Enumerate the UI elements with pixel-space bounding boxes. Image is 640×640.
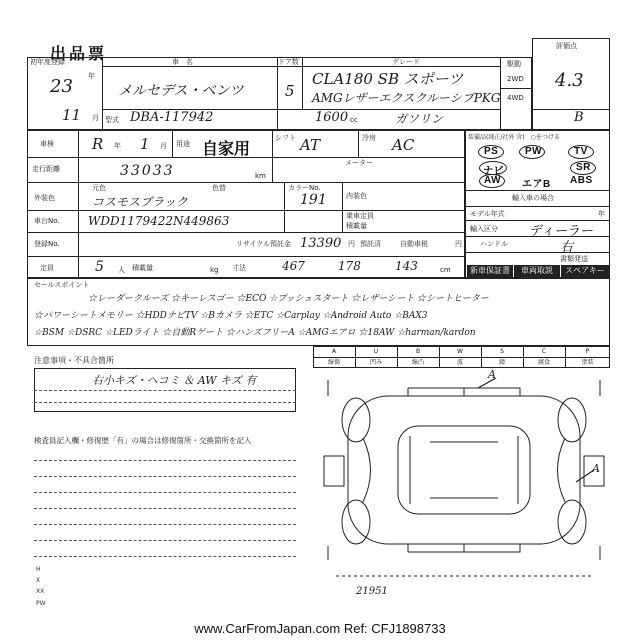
grade-line2: AMGレザーエクスクルーシブPKG [312, 91, 501, 105]
equip-aw: AW [484, 175, 502, 186]
chassis-label: 車台No. [34, 217, 60, 225]
doors-label: ドア数 [278, 58, 299, 66]
damage-mark-side: A [592, 462, 600, 475]
load-label: 積載量 [132, 264, 153, 272]
handle-value: 右 [560, 240, 574, 255]
recycle-label: リサイクル預託金 [236, 240, 292, 248]
seats-value: 5 [95, 259, 104, 275]
size-label: 寸法 [232, 264, 246, 272]
displacement-unit: cc [350, 116, 358, 124]
inspector-label: 検査員記入欄・修復歴「有」の場合は修復箇所・交換箇所を記入 [34, 436, 252, 445]
ac-label: 冷房 [362, 134, 376, 142]
sales-line-1: ☆レーダークルーズ ☆キーレスゴー ☆ECO ☆プッシュスタート ☆レザーシート ☆シートヒーター [88, 294, 489, 304]
equip-tv: TV [574, 146, 588, 157]
score-value: 4.3 [555, 70, 584, 91]
equip-circle [478, 145, 504, 159]
ac-value: AC [392, 136, 415, 154]
equipment-header: 装備品(純正/社外 含) ○をつける [468, 134, 560, 141]
equip-circle [479, 161, 507, 175]
sales-line-3: ☆BSM ☆DSRC ☆LEDライト ☆自動Rゲート ☆ハンズフリーA ☆AMGエアロ ☆18AW ☆harman/kardon [34, 328, 476, 338]
fuel: ガソリン [395, 112, 444, 126]
shift-value: AT [300, 136, 321, 154]
import-class-value: ディーラー [530, 224, 594, 239]
equip-circle [519, 145, 545, 159]
docs-label: 書類発送 [560, 255, 588, 263]
equip-airbag: エアB [522, 179, 551, 190]
import-label: 輸入車の場合 [512, 194, 554, 202]
grade-label: グレード [392, 58, 420, 66]
use-value: 自家用 [202, 139, 251, 158]
car-name-label: 車 名 [172, 58, 193, 66]
model-value: DBA-117942 [130, 110, 214, 125]
color-code: 191 [300, 192, 327, 208]
mileage-unit: km [255, 172, 266, 180]
model-label: 型式 [105, 116, 119, 124]
sales-line-2: ☆パワーシートメモリー ☆HDDナビTV ☆Bカメラ ☆ETC ☆Carplay ☆Android Auto ☆BAX3 [34, 311, 428, 321]
equip-abs: ABS [570, 175, 593, 186]
registration-label: 登録No. [34, 240, 60, 248]
grade-line1: CLA180 SB スポーツ [312, 70, 464, 88]
equip-sr: SR [576, 162, 591, 173]
model-year-label: モデル年式 [470, 210, 505, 218]
sales-points-label: セールスポイント [34, 281, 90, 289]
interior-score: B [574, 110, 584, 125]
length-value: 467 [282, 259, 305, 273]
import-class-label: 輸入区分 [470, 225, 498, 233]
equip-circle [570, 161, 596, 175]
diagram-serial: 21951 [356, 586, 388, 597]
badge-warranty: 新車保証書 [467, 265, 513, 277]
first-reg-year: 23 [50, 76, 73, 97]
handle-label: ハンドル [480, 240, 508, 248]
equip-ps: PS [484, 146, 499, 157]
first-reg-month: 11 [62, 106, 82, 124]
mileage-label: 走行距離 [32, 165, 60, 173]
chassis-value: WDD1179422N449863 [88, 214, 230, 228]
remarks-value: 右小キズ・ヘコミ ＆ AW キズ 有 [92, 374, 257, 387]
mileage-value: 33033 [120, 163, 175, 179]
drive-4wd: 4WD [507, 94, 524, 102]
footer-reference: www.CarFromJapan.com Ref: CFJ1898733 [194, 621, 446, 636]
displacement: 1600 [315, 110, 349, 125]
road-tax-label: 自動車税 [400, 240, 428, 248]
equip-circle [479, 174, 505, 188]
month-unit: 月 [92, 114, 99, 122]
car-name: メルセデス・ベンツ [118, 83, 244, 99]
drive-label: 駆動 [507, 60, 521, 68]
doors-value: 5 [285, 82, 295, 100]
equip-navi: ナビ [483, 166, 504, 177]
use-label: 用途 [176, 140, 190, 148]
color-no-header: カラーNo. [288, 184, 321, 192]
remarks-label: 注意事項・不具合箇所 [34, 356, 114, 365]
inspection-year: R [92, 135, 104, 153]
color-label: 外装色 [34, 194, 55, 202]
recycle-value: 13390 [300, 236, 342, 251]
width-value: 178 [338, 259, 361, 273]
interior-color-label: 内装色 [346, 192, 367, 200]
inspection-label: 車検 [40, 140, 54, 148]
first-reg-label: 初年度登録 [30, 58, 65, 66]
color-value: コスモスブラック [92, 195, 188, 209]
meter-label: メーター [345, 159, 373, 167]
damage-mark-front: A [488, 368, 496, 381]
badge-manual: 車両取説 [514, 265, 560, 277]
page-title: 出品票 [50, 44, 108, 63]
inspection-month: 1 [140, 135, 150, 153]
car-damage-diagram [318, 378, 610, 610]
badge-spare-key: スペアキー [561, 265, 609, 277]
equip-circle [568, 145, 594, 159]
equip-pw: PW [525, 146, 543, 157]
year-unit: 年 [88, 72, 95, 80]
score-label: 評価点 [556, 42, 577, 50]
seats-label: 定員 [40, 264, 54, 272]
drive-2wd: 2WD [507, 75, 524, 83]
shift-label: シフト [275, 134, 296, 142]
height-value: 143 [395, 259, 418, 273]
